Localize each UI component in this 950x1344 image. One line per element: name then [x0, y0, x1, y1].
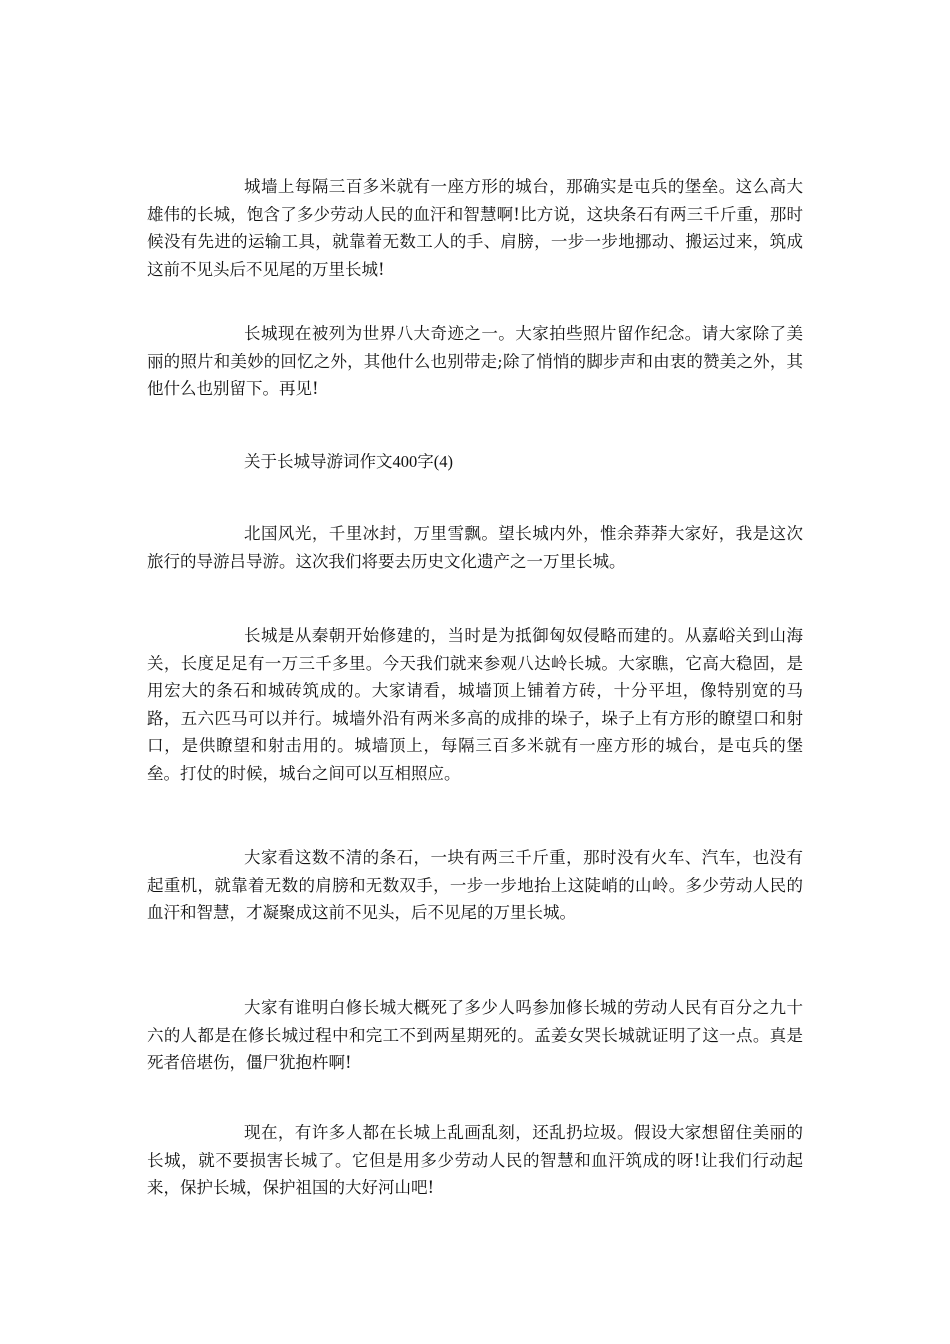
paragraph-stones: 大家看这数不清的条石，一块有两三千斤重，那时没有火车、汽车，也没有起重机，就靠着无数的肩膀和无数双手，一步一步地抬上这陡峭的山岭。多少劳动人民的血汗和智慧，才凝聚成这前不见头，后不见尾的万里长城。 [147, 848, 803, 922]
paragraph-farewell: 长城现在被列为世界八大奇迹之一。大家拍些照片留作纪念。请大家除了美丽的照片和美妙的回忆之外，其他什么也别带走;除了悄悄的脚步声和由衷的赞美之外，其他什么也别留下。再见! [147, 324, 803, 398]
section-heading: 关于长城导游词作文400字(4) [244, 452, 453, 471]
paragraph-greeting: 北国风光，千里冰封，万里雪飘。望长城内外，惟余莽莽大家好，我是这次旅行的导游吕导游。这次我们将要去历史文化遗产之一万里长城。 [147, 524, 803, 571]
paragraph-protect: 现在，有许多人都在长城上乱画乱刻，还乱扔垃圾。假设大家想留住美丽的长城，就不要损害长城了。它但是用多少劳动人民的智慧和血汗筑成的呀!让我们行动起来，保护长城，保护祖国的大好河山吧! [147, 1123, 803, 1197]
paragraph-watchtowers: 城墙上每隔三百多米就有一座方形的城台，那确实是屯兵的堡垒。这么高大雄伟的长城，饱含了多少劳动人民的血汗和智慧啊!比方说，这块条石有两三千斤重，那时候没有先进的运输工具，就靠着无数工人的手、肩膀，一步一步地挪动、搬运过来，筑成这前不见头后不见尾的万里长城! [147, 177, 803, 279]
paragraph-workers: 大家有谁明白修长城大概死了多少人吗参加修长城的劳动人民有百分之九十六的人都是在修长城过程中和完工不到两星期死的。孟姜女哭长城就证明了这一点。真是死者倍堪伤，僵尸犹抱杵啊! [147, 998, 803, 1072]
paragraph-history: 长城是从秦朝开始修建的，当时是为抵御匈奴侵略而建的。从嘉峪关到山海关，长度足足有一万三千多里。今天我们就来参观八达岭长城。大家瞧，它高大稳固，是用宏大的条石和城砖筑成的。大家请看，城墙顶上铺着方砖，十分平坦，像特别宽的马路，五六匹马可以并行。城墙外沿有两米多高的成排的垛子，垛子上有方形的瞭望口和射口，是供瞭望和射击用的。城墙顶上，每隔三百多米就有一座方形的城台，是屯兵的堡垒。打仗的时候，城台之间可以互相照应。 [147, 626, 803, 783]
